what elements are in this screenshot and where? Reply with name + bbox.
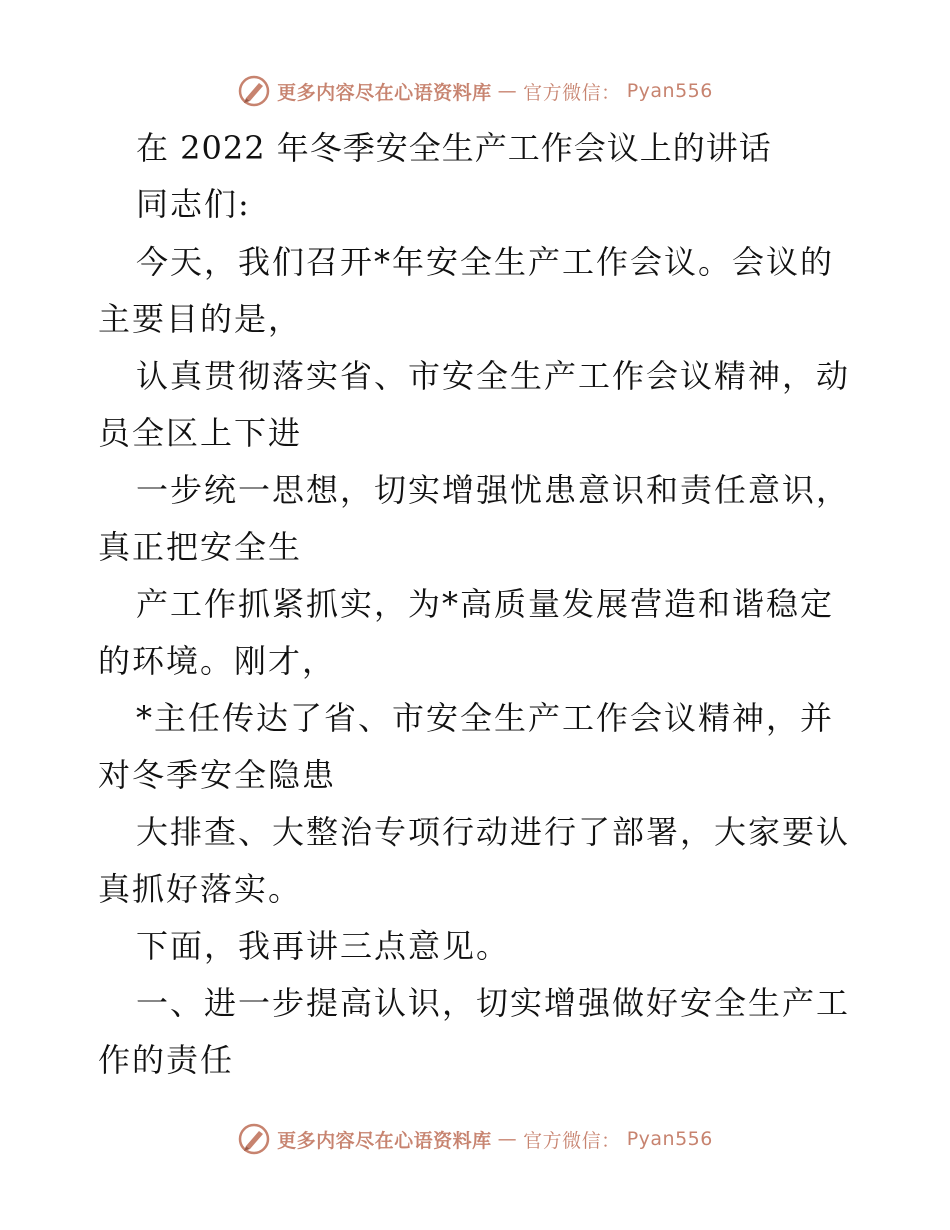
watermark-brand: 更多内容尽在心语资料库 [277, 1129, 492, 1152]
paragraph: *主任传达了省、市安全生产工作会议精神，并对冬季安全隐患 [98, 699, 835, 794]
paragraph: 认真贯彻落实省、市安全生产工作会议精神，动员全区上下进 [98, 357, 851, 452]
pen-logo-icon [237, 74, 271, 108]
pen-logo-icon [237, 1122, 271, 1156]
watermark-label: 官方微信： [523, 1129, 621, 1152]
paragraph: 大排查、大整治专项行动进行了部署，大家要认真抓好落实。 [98, 813, 851, 908]
header-watermark [0, 71, 950, 111]
paragraph: 下面，我再讲三点意见。 [136, 927, 511, 965]
document-title: 在 2022 年冬季安全生产工作会议上的讲话 [136, 129, 772, 167]
paragraph: 今天，我们召开*年安全生产工作会议。会议的主要目的是， [98, 243, 835, 338]
watermark-brand: 更多内容尽在心语资料库 [277, 81, 492, 104]
document-body [98, 122, 858, 1089]
watermark-account: Pyan556 [626, 1128, 713, 1150]
paragraph: 一、进一步提高认识，切实增强做好安全生产工作的责任 [98, 984, 851, 1079]
watermark-account: Pyan556 [626, 80, 713, 102]
watermark-label: 官方微信： [523, 81, 621, 104]
watermark-dash: — [497, 1128, 518, 1150]
greeting: 同志们: [136, 185, 251, 223]
watermark-dash: — [497, 80, 518, 102]
paragraph: 产工作抓紧抓实，为*高质量发展营造和谐稳定的环境。刚才， [98, 585, 835, 680]
paragraph: 一步统一思想，切实增强忧患意识和责任意识，真正把安全生 [98, 471, 851, 566]
footer-watermark [0, 1119, 950, 1159]
